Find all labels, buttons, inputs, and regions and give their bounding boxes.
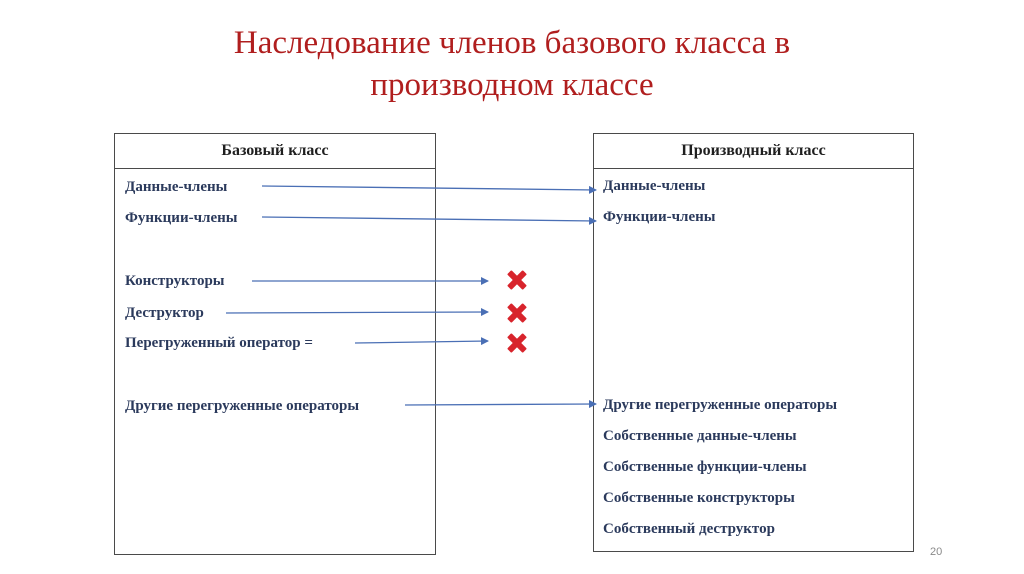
base-item-other-operators: Другие перегруженные операторы bbox=[125, 398, 360, 414]
page-number: 20 bbox=[930, 546, 943, 558]
base-item-destructor: Деструктор bbox=[125, 305, 204, 321]
derived-item-own-destructor: Собственный деструктор bbox=[603, 521, 775, 537]
derived-item-other-operators: Другие перегруженные операторы bbox=[603, 397, 838, 413]
derived-item-own-member-functions: Собственные функции-члены bbox=[603, 459, 807, 475]
base-item-constructors: Конструкторы bbox=[125, 273, 225, 289]
not-inherited-x-icon-assign-operator bbox=[505, 331, 529, 355]
derived-item-member-functions: Функции-члены bbox=[603, 209, 716, 225]
derived-class-header: Производный класс bbox=[593, 133, 914, 169]
base-item-assign-operator: Перегруженный оператор = bbox=[125, 335, 313, 351]
not-inherited-x-icon-destructor bbox=[505, 301, 529, 325]
slide-title-line2: производном классе bbox=[370, 67, 654, 103]
slide-title bbox=[0, 22, 1024, 106]
base-item-member-functions: Функции-члены bbox=[125, 210, 238, 226]
derived-item-own-constructors: Собственные конструкторы bbox=[603, 490, 795, 506]
base-class-header: Базовый класс bbox=[114, 133, 436, 169]
derived-item-own-data-members: Собственные данные-члены bbox=[603, 428, 797, 444]
base-item-data-members: Данные-члены bbox=[125, 179, 228, 195]
derived-item-data-members: Данные-члены bbox=[603, 178, 706, 194]
not-inherited-x-icon-constructors bbox=[505, 268, 529, 292]
slide-title-line1: Наследование членов базового класса в bbox=[233, 25, 791, 61]
